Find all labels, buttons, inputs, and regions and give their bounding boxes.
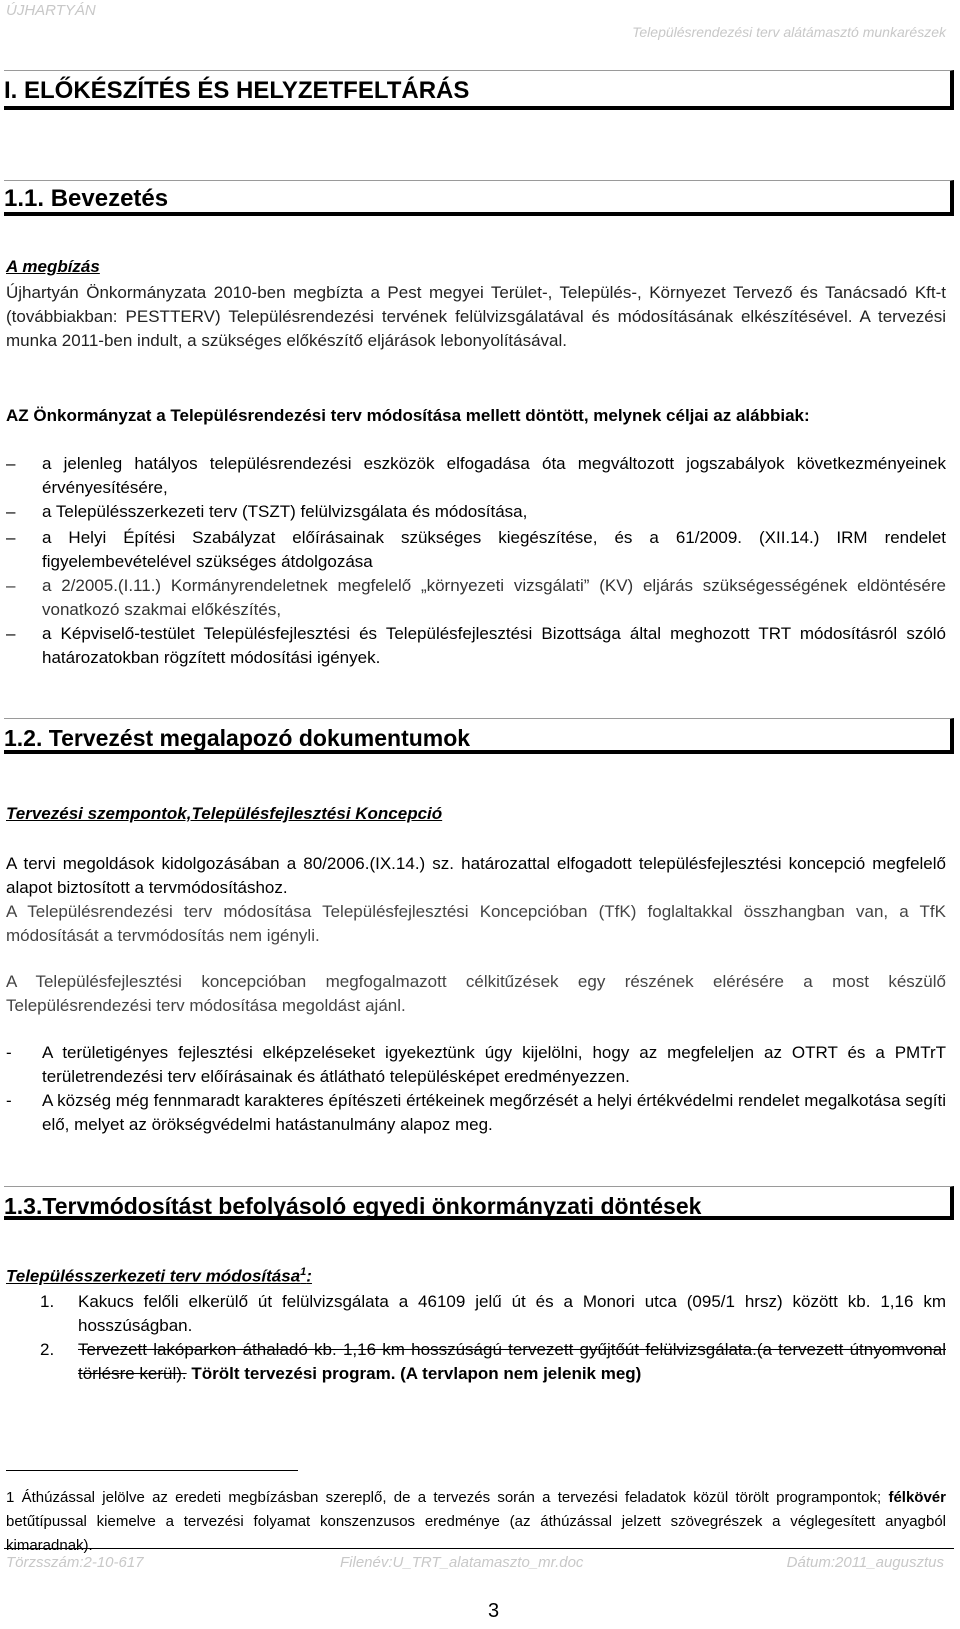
footer-filename: Filenév:U_TRT_alatamaszto_mr.doc [340,1554,584,1571]
koncepcio-subhead: Tervezési szempontok,Településfejlesztési Koncepció [6,804,443,823]
koncepcio-paragraph-2: A Településrendezési terv módosítása Településfejlesztési Koncepcióban (TfK) foglaltakkal összhangban van, a TfK módosítását a tervmódosítás nem igényli. [6,902,946,945]
tszt-subhead-text: Településszerkezeti terv módosítása [6,1266,301,1286]
goal-item [6,526,946,574]
dash-marker: – [6,454,16,473]
intro-paragraph: Újhartyán Önkormányzata 2010-ben megbízta a Pest megyei Terület-, Település-, Környezet Tervező és Tanácsadó Kft-t (továbbiakban: PESTTERV) Településrendezési tervének felülvizsgálatával és módosításának elkészítésével. A tervezési munka 2011-ben indult, a szükséges előkészítő eljárások lebonyolításával. [6,283,946,350]
goals-lead: AZ Önkormányzat a Településrendezési terv módosítása mellett döntött, melynek céljai az alábbiak: [6,406,810,425]
dash-marker: - [6,1043,12,1062]
koncepcio-list-text: A területigényes fejlesztési elképzeléseket igyekeztünk úgy kijelölni, hogy az megfeleljen az OTRT és a PMTrT területrendezési terv előírásainak és átlátható településképet eredményezzen. [42,1043,946,1086]
section-1-1-title: 1.1. Bevezetés [4,185,169,212]
koncepcio-list-text: A község még fennmaradt karakteres építészeti értékeinek megőrzését a helyi értékvédelmi rendelet megalkotása segíti elő, melyet az örökségvédelmi hatástanulmány alapoz meg. [42,1091,946,1134]
footnote-bold-word: félkövér [888,1489,946,1506]
decision-item [6,1290,946,1338]
footnote-text-a: Áthúzással jelölve az eredeti megbízásban szereplő, de a tervezés során a tervezési feladatok közül törölt programpontok; [14,1489,889,1506]
footnote-text-b: betűtípussal kiemelve a tervezési folyamat konszenzusos eredménye (az áthúzással jelzett szövegrészek a véglegesített anyagból kimaradnak). [6,1513,946,1554]
goal-item [6,574,946,622]
decision-item [6,1338,946,1386]
section-1-3-title: 1.3.Tervmódosítást befolyásoló egyedi önkormányzati döntések [4,1193,702,1219]
goal-item [6,452,946,500]
dash-marker: - [6,1091,12,1110]
decision-number: 1. [40,1292,55,1311]
koncepcio-list-item [6,1089,946,1137]
goal-text: a Képviselő-testület Településfejlesztési és Településfejlesztési Bizottsága által meghozott TRT módosításról szóló határozatokban rögzített módosítási igények. [42,624,946,667]
goal-item [6,622,946,670]
footnote-separator [6,1470,298,1471]
footer-date: Dátum:2011_augusztus [786,1554,944,1571]
dash-marker: – [6,624,16,643]
footer-registry-number: Törzsszám:2-10-617 [6,1554,144,1571]
section-1-2-title: 1.2. Tervezést megalapozó dokumentumok [4,725,471,751]
dash-marker: – [6,528,16,547]
footnote-number: 1 [6,1489,15,1506]
header-right: Településrendezési terv alátámasztó munkarészek [632,24,946,40]
section-1-heading [4,70,954,110]
goal-text: a jelenleg hatályos településrendezési eszközök elfogadása óta megváltozott jogszabályok következményeinek érvényesítésére, [42,454,946,497]
goal-text: a 2/2005.(I.11.) Kormányrendeletnek megfelelő „környezeti vizsgálati” (KV) eljárás szükségességének eldöntésére vonatkozó szakmai előkészítés, [42,576,946,619]
dash-marker: – [6,502,16,521]
footnote-ref[interactable]: 1 [300,1266,307,1278]
section-1-2-heading [4,718,954,754]
goal-text: a Helyi Építési Szabályzat előírásainak szükséges kiegészítése, és a 61/2009. (XII.14.) IRM rendelet figyelembevételével szükséges átdolgozása [42,528,946,571]
header-left: ÚJHARTYÁN [6,2,96,19]
decision-number: 2. [40,1340,55,1359]
goal-text: a Településszerkezeti terv (TSZT) felülvizsgálata és módosítása, [42,502,528,521]
dash-marker: – [6,576,16,595]
tszt-subhead [6,1266,312,1287]
decision-text: Kakucs felőli elkerülő út felülvizsgálata a 46109 jelű út és a Monori utca (095/1 hrsz) között kb. 1,16 km hosszúságban. [78,1292,946,1335]
goal-item [6,500,946,524]
section-1-title: I. ELŐKÉSZÍTÉS ÉS HELYZETFELTÁRÁS [4,77,470,104]
bold-text: Törölt tervezési program. (A tervlapon nem jelenik meg) [186,1364,642,1383]
koncepcio-paragraph-1: A tervi megoldások kidolgozásában a 80/2006.(IX.14.) sz. határozattal elfogadott településfejlesztési koncepció megfelelő alapot biztosított a tervmódosításhoz. [6,854,946,897]
page-number: 3 [488,1600,500,1622]
decision-text [78,1338,946,1386]
koncepcio-list-item [6,1041,946,1089]
section-1-3-heading [4,1186,954,1220]
tszt-subhead-colon: : [306,1266,312,1286]
struck-text: Tervezett lakóparkon áthaladó kb. 1,16 km hosszúságú tervezett gyűjtőút felülvizsgálata.(a tervezett útnyomvonal törlésre kerül). [78,1340,946,1383]
section-1-1-heading [4,180,954,216]
koncepcio-paragraph-3: A Településfejlesztési koncepcióban megfogalmazott célkitűzések egy részének elérésére a most készülő Településrendezési terv módosítása megoldást ajánl. [6,972,946,1015]
megbizas-subhead: A megbízás [6,257,100,276]
footer-separator [4,1548,954,1549]
